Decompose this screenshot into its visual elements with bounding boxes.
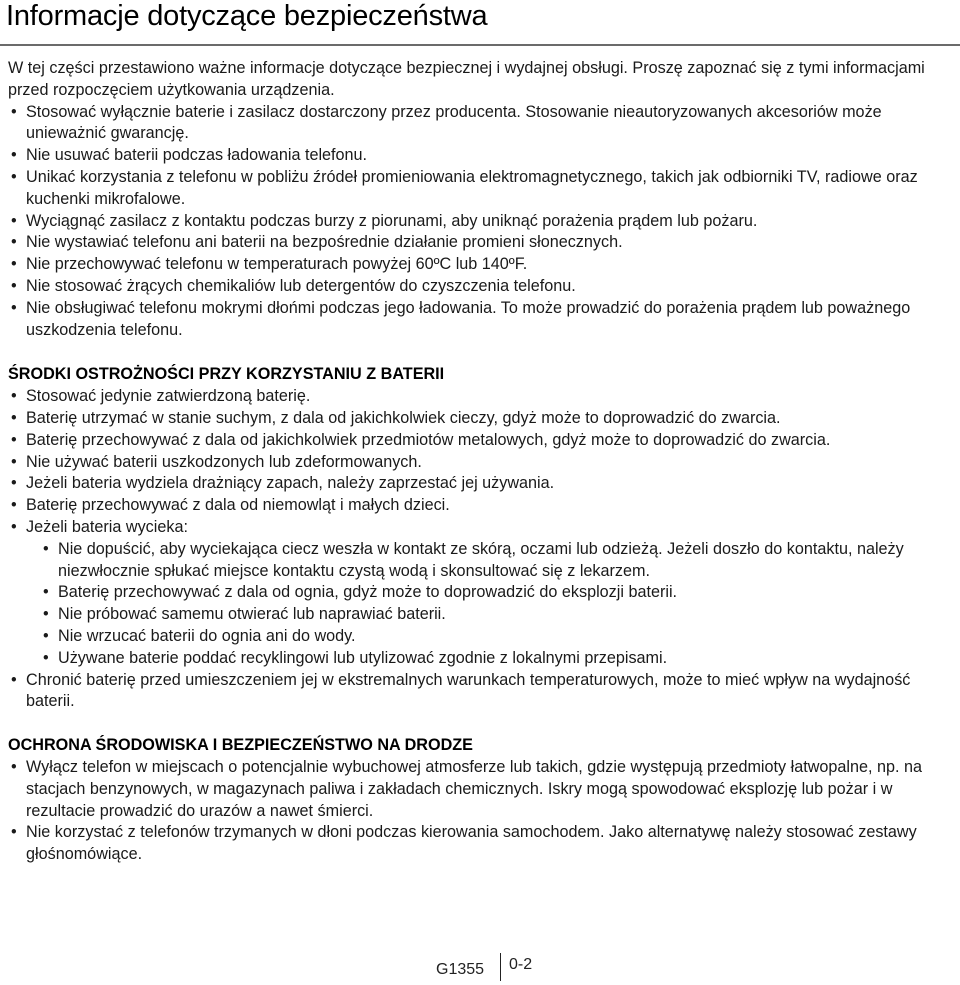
environment-section-heading: OCHRONA ŚRODOWISKA I BEZPIECZEŃSTWO NA DRODZE <box>8 736 473 755</box>
model-number: G1355 <box>436 961 485 978</box>
intro-paragraph: W tej części przestawiono ważne informacje dotyczące bezpiecznej i wydajnej obsługi. Proszę zapoznać się z tymi informacjami przed rozpoczęciem użytkowania urządzenia. <box>8 59 925 99</box>
document-body <box>8 58 953 866</box>
list-item: • Wyłącz telefon w miejscach o potencjalnie wybuchowej atmosferze lub takich, gdzie występują przedmioty łatwopalne, np. na stacjach benzynowych, w magazynach paliwa i zakładach chemicznych. Iskry mogą spowodować eksplozję lub pożar i w rezultacie prowadzić do urazów a nawet śmierci. <box>8 757 953 822</box>
list-item: • Wyciągnąć zasilacz z kontaktu podczas burzy z piorunami, aby uniknąć porażenia prądem lub pożaru. <box>8 211 953 233</box>
list-item: • Nie korzystać z telefonów trzymanych w dłoni podczas kierowania samochodem. Jako alternatywę należy stosować zestawy głośnomówiące. <box>8 822 953 866</box>
list-item: • Baterię utrzymać w stanie suchym, z dala od jakichkolwiek cieczy, gdyż może to doprowadzić do zwarcia. <box>8 408 953 430</box>
list-item: • Nie dopuścić, aby wyciekająca ciecz weszła w kontakt ze skórą, oczami lub odzieżą. Jeżeli doszło do kontaktu, należy niezwłocznie spłukać miejsce kontaktu czystą wodą i skonsultować się z lekarzem. <box>40 539 953 583</box>
list-item: • Nie próbować samemu otwierać lub naprawiać baterii. <box>40 604 953 626</box>
battery-section-heading: ŚRODKI OSTROŻNOŚCI PRZY KORZYSTANIU Z BATERII <box>8 365 445 384</box>
list-item: • Jeżeli bateria wycieka: <box>8 517 953 539</box>
title-divider <box>0 44 960 46</box>
list-item: • Nie obsługiwać telefonu mokrymi dłońmi podczas jego ładowania. To może prowadzić do porażenia prądem lub poważnego uszkodzenia telefonu. <box>8 298 953 342</box>
list-item: • Baterię przechowywać z dala od jakichkolwiek przedmiotów metalowych, gdyż może to doprowadzić do zwarcia. <box>8 430 953 452</box>
page-number: 0-2 <box>509 956 533 973</box>
list-item: • Baterię przechowywać z dala od ognia, gdyż może to doprowadzić do eksplozji baterii. <box>40 582 953 604</box>
battery-final-list <box>8 670 953 714</box>
list-item: • Nie wrzucać baterii do ognia ani do wody. <box>40 626 953 648</box>
list-item: • Baterię przechowywać z dala od niemowląt i małych dzieci. <box>8 495 953 517</box>
list-item: • Nie usuwać baterii podczas ładowania telefonu. <box>8 145 953 167</box>
list-item: • Nie stosować żrących chemikaliów lub detergentów do czyszczenia telefonu. <box>8 276 953 298</box>
list-item: • Unikać korzystania z telefonu w pobliżu źródeł promieniowania elektromagnetycznego, takich jak odbiorniki TV, radiowe oraz kuchenki mikrofalowe. <box>8 167 953 211</box>
list-item: • Nie używać baterii uszkodzonych lub zdeformowanych. <box>8 452 953 474</box>
list-item: • Używane baterie poddać recyklingowi lub utylizować zgodnie z lokalnymi przepisami. <box>40 648 953 670</box>
page-title: Informacje dotyczące bezpieczeństwa <box>6 0 488 32</box>
list-item: • Nie przechowywać telefonu w temperaturach powyżej 60ºC lub 140ºF. <box>8 254 953 276</box>
list-item: • Chronić baterię przed umieszczeniem jej w ekstremalnych warunkach temperaturowych, może to mieć wpływ na wydajność baterii. <box>8 670 953 714</box>
list-item: • Stosować wyłącznie baterie i zasilacz dostarczony przez producenta. Stosowanie nieautoryzowanych akcesoriów może unieważnić gwarancję. <box>8 102 953 146</box>
list-item: • Jeżeli bateria wydziela drażniący zapach, należy zaprzestać jej używania. <box>8 473 953 495</box>
footer-divider <box>500 953 501 981</box>
general-safety-list <box>8 102 953 342</box>
list-item: • Nie wystawiać telefonu ani baterii na bezpośrednie działanie promieni słonecznych. <box>8 232 953 254</box>
list-item: • Stosować jedynie zatwierdzoną baterię. <box>8 386 953 408</box>
battery-leak-sublist <box>8 539 953 670</box>
environment-safety-list <box>8 757 953 866</box>
battery-precautions-list <box>8 386 953 539</box>
